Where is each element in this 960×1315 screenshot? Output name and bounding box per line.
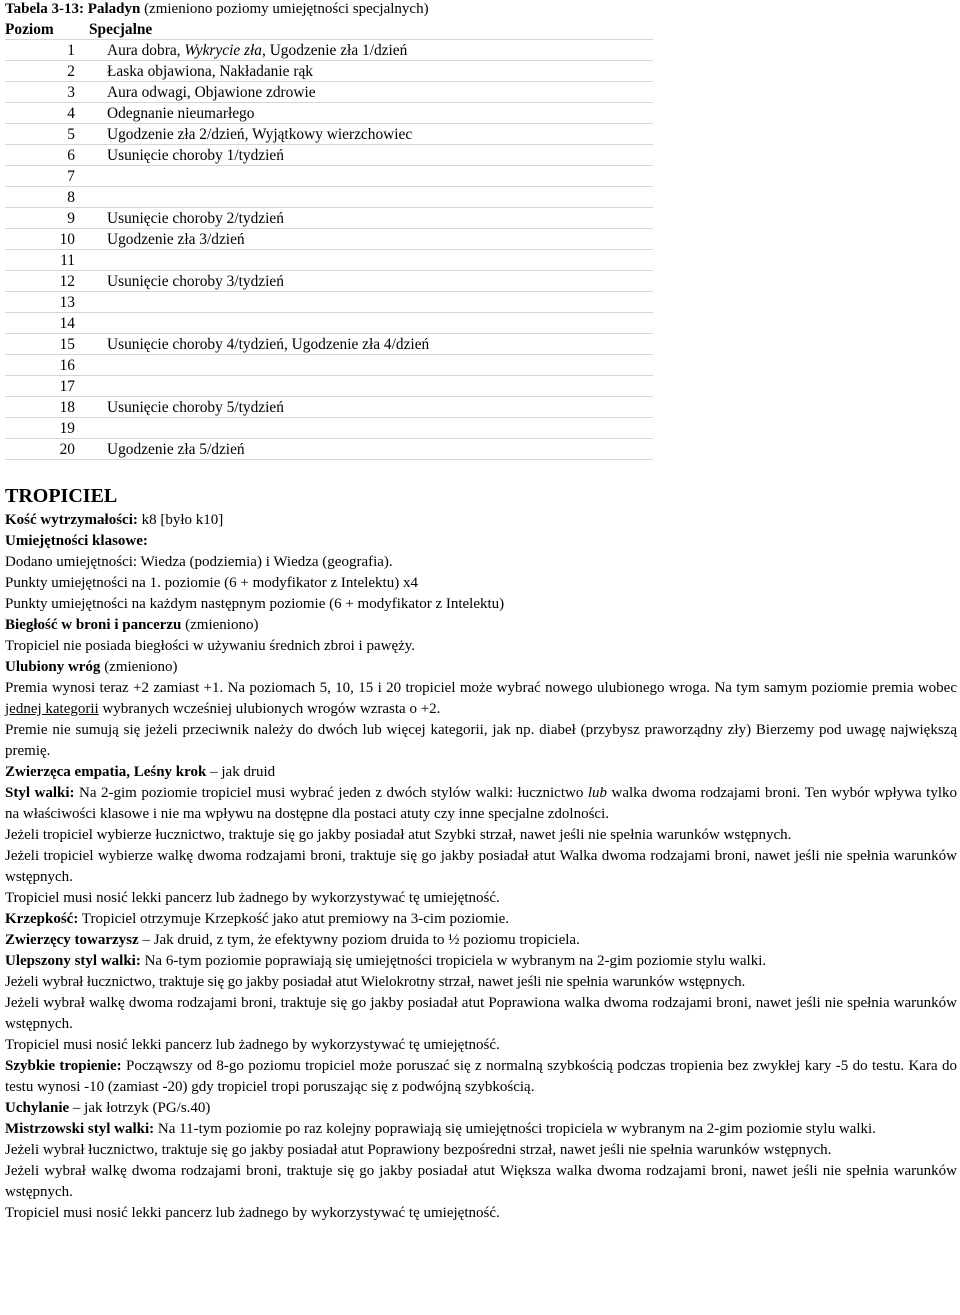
table-row [5, 82, 653, 103]
special-cell [89, 103, 653, 124]
mastery-two-weapon: Jeżeli wybrał walkę dwoma rodzajami broni, traktuje się go jakby posiadał atut Większa walka dwoma rodzajami broni, nawet jeśli nie spełnia warunków wstępnych. [5, 1163, 957, 1200]
section-title: TROPICIEL [5, 485, 118, 507]
mastery-paragraph [5, 1119, 957, 1140]
level-cell: 16 [5, 355, 89, 376]
table-row [5, 313, 653, 334]
table-row [5, 166, 653, 187]
special-cell [89, 376, 653, 397]
improved-style-line [5, 951, 957, 972]
special-cell [89, 397, 653, 418]
special-text: Usunięcie choroby 2/tydzień [107, 210, 284, 227]
evasion-text: – jak łotrzyk (PG/s.40) [69, 1100, 211, 1116]
combat-style-italic: lub [587, 785, 608, 801]
endurance-text: Tropiciel otrzymuje Krzepkość jako atut premiowy na 3-cim poziomie. [78, 911, 510, 927]
proficiency-text: Tropiciel nie posiada biegłości w używaniu średnich zbroi i pawęży. [5, 638, 416, 654]
favored-enemy-heading [5, 657, 957, 678]
table-row [5, 124, 653, 145]
table-caption [5, 0, 429, 19]
table-body [5, 40, 653, 460]
table-header-row [5, 19, 653, 40]
evasion-label: Uchylanie [5, 1100, 70, 1116]
improved-style-two-weapon: Jeżeli wybrał walkę dwoma rodzajami broni, traktuje się go jakby posiadał atut Poprawiona walka dwoma rodzajami broni, nawet jeśli nie spełnia warunków wstępnych. [5, 995, 957, 1032]
favored-enemy-label: Ulubiony wróg [5, 659, 101, 675]
table-caption-rest: (zmieniono poziomy umiejętności specjalnych) [140, 1, 429, 17]
special-text: Ugodzenie zła 5/dzień [107, 441, 245, 458]
mastery-archery: Jeżeli wybrał łucznictwo, traktuje się go jakby posiadał atut Poprawiony bezpośredni strzał, nawet jeśli nie spełnia warunków wstępnych. [5, 1142, 832, 1158]
level-cell: 11 [5, 250, 89, 271]
level-cell: 6 [5, 145, 89, 166]
combat-style-archery: Jeżeli tropiciel wybierze łucznictwo, traktuje się go jakby posiadał atut Szybki strzał, nawet jeśli nie spełnia warunków wstępnych. [5, 827, 792, 843]
special-cell [89, 292, 653, 313]
table-row [5, 145, 653, 166]
proficiency-note: (zmieniono) [181, 617, 259, 633]
table-row [5, 376, 653, 397]
favored-enemy-text-b: wybranych wcześniej ulubionych wrogów wzrasta o +2. [98, 701, 441, 717]
level-cell: 13 [5, 292, 89, 313]
hit-die-label: Kość wytrzymałości: [5, 512, 138, 528]
special-cell [89, 418, 653, 439]
improved-style-label: Ulepszony styl walki: [5, 953, 141, 969]
table-row [5, 208, 653, 229]
special-cell [89, 166, 653, 187]
special-cell [89, 61, 653, 82]
light-armor-note-3: Tropiciel musi nosić lekki pancerz lub żadnego by wykorzystywać tę umiejętność. [5, 1205, 500, 1221]
special-cell [89, 313, 653, 334]
class-skills-label: Umiejętności klasowe: [5, 533, 148, 549]
special-text: Usunięcie choroby 1/tydzień [107, 147, 284, 164]
skill-points-next-levels: Punkty umiejętności na każdym następnym poziomie (6 + modyfikator z Intelektu) [5, 596, 505, 612]
special-text: Aura odwagi, Objawione zdrowie [107, 84, 316, 101]
class-skills-heading [5, 531, 957, 552]
special-cell [89, 145, 653, 166]
table-row [5, 229, 653, 250]
special-cell [89, 271, 653, 292]
special-cell [89, 82, 653, 103]
table-caption-bold: Tabela 3-13: Paladyn [5, 1, 141, 17]
combat-style-text-b: walka dwoma rodzajami broni. Ten wybór wpływa tylko na właściwości klasowe i nie ma wpływu na dostępne dla postaci atuty czy inne specjalne zdolności. [5, 785, 957, 822]
special-cell [89, 187, 653, 208]
special-text: Ugodzenie zła 2/dzień, Wyjątkowy wierzchowiec [107, 126, 413, 143]
level-cell: 12 [5, 271, 89, 292]
special-cell [89, 439, 653, 460]
level-cell: 10 [5, 229, 89, 250]
table-row [5, 187, 653, 208]
special-text: Ugodzenie zła 3/dzień [107, 231, 245, 248]
level-cell: 15 [5, 334, 89, 355]
level-cell: 19 [5, 418, 89, 439]
special-cell [89, 124, 653, 145]
level-cell: 1 [5, 40, 89, 61]
special-cell [89, 250, 653, 271]
improved-style-archery: Jeżeli wybrał łucznictwo, traktuje się go jakby posiadał atut Wielokrotny strzał, nawet jeśli nie spełnia warunków wstępnych. [5, 974, 746, 990]
improved-style-text: Na 6-tym poziomie poprawiają się umiejętności tropiciela w wybranym na 2-gim poziomie stylu walki. [140, 953, 767, 969]
column-header-special: Specjalne [89, 19, 653, 40]
favored-enemy-paragraph-2: Premie nie sumują się jeżeli przeciwnik należy do dwóch lub więcej kategorii, jak np. diabeł (przybysz praworządny zły) Bierzemy pod uwagę największą premię. [5, 722, 957, 759]
skill-points-first-level: Punkty umiejętności na 1. poziomie (6 + modyfikator z Intelektu) x4 [5, 575, 418, 591]
wild-empathy-line [5, 762, 957, 783]
table-row [5, 418, 653, 439]
combat-style-paragraph [5, 783, 957, 825]
level-cell: 18 [5, 397, 89, 418]
added-skills-line: Dodano umiejętności: Wiedza (podziemia) i Wiedza (geografia). [5, 554, 393, 570]
paladin-levels-table [5, 19, 653, 460]
table-row [5, 250, 653, 271]
special-text-after: , Ugodzenie zła 1/dzień [262, 42, 408, 59]
level-cell: 2 [5, 61, 89, 82]
proficiency-label: Biegłość w broni i pancerzu [5, 617, 182, 633]
table-row [5, 439, 653, 460]
mastery-text: Na 11-tym poziomie po raz kolejny poprawiają się umiejętności tropiciela w wybranym na 2-gim poziomie stylu walki. [154, 1121, 876, 1137]
favored-enemy-paragraph-1 [5, 678, 957, 720]
special-text: Łaska objawiona, Nakładanie rąk [107, 63, 313, 80]
favored-enemy-underlined: jednej kategorii [5, 701, 99, 717]
level-cell: 3 [5, 82, 89, 103]
special-italic: Wykrycie zła [184, 42, 262, 59]
level-cell: 17 [5, 376, 89, 397]
special-cell [89, 40, 653, 61]
level-cell: 14 [5, 313, 89, 334]
mastery-label: Mistrzowski styl walki: [5, 1121, 155, 1137]
animal-companion-line [5, 930, 957, 951]
table-row [5, 271, 653, 292]
level-cell: 8 [5, 187, 89, 208]
table-row [5, 334, 653, 355]
wild-empathy-text: – jak druid [206, 764, 276, 780]
swift-tracker-text: Począwszy od 8-go poziomu tropiciel może poruszać się z normalną szybkością podczas tropienia bez zwykłej kary -5 do testu. Kara do testu wynosi -10 (zamiast -20) gdy tropiciel tropi poruszając się z podwójną szybkością. [5, 1058, 957, 1095]
animal-companion-label: Zwierzęcy towarzysz [5, 932, 139, 948]
table-row [5, 397, 653, 418]
favored-enemy-text-a: Premia wynosi teraz +2 zamiast +1. Na poziomach 5, 10, 15 i 20 tropiciel może wybrać nowego ulubionego wroga. Na tym samym poziomie premia wobec [5, 680, 957, 696]
wild-empathy-label: Zwierzęca empatia, Leśny krok [5, 764, 207, 780]
special-text: Usunięcie choroby 3/tydzień [107, 273, 284, 290]
proficiency-heading [5, 615, 957, 636]
endurance-line [5, 909, 957, 930]
special-cell [89, 208, 653, 229]
level-cell: 4 [5, 103, 89, 124]
column-header-level: Poziom [5, 19, 89, 40]
hit-die-line [5, 510, 957, 531]
table-row [5, 40, 653, 61]
hit-die-text: k8 [było k10] [137, 512, 224, 528]
animal-companion-text: – Jak druid, z tym, że efektywny poziom druida to ½ poziomu tropiciela. [138, 932, 580, 948]
level-cell: 20 [5, 439, 89, 460]
table-row [5, 61, 653, 82]
ranger-section [5, 484, 957, 1224]
special-text: Aura dobra, [107, 42, 185, 59]
special-cell [89, 229, 653, 250]
endurance-label: Krzepkość: [5, 911, 79, 927]
special-text: Odegnanie nieumarłego [107, 105, 255, 122]
special-text: Usunięcie choroby 5/tydzień [107, 399, 284, 416]
favored-enemy-note: (zmieniono) [100, 659, 178, 675]
evasion-line [5, 1098, 957, 1119]
special-cell [89, 355, 653, 376]
level-cell: 5 [5, 124, 89, 145]
combat-style-text-a: Na 2-gim poziomie tropiciel musi wybrać jeden z dwóch stylów walki: łucznictwo [74, 785, 588, 801]
swift-tracker-paragraph [5, 1056, 957, 1098]
level-cell: 7 [5, 166, 89, 187]
swift-tracker-label: Szybkie tropienie: [5, 1058, 122, 1074]
table-row [5, 292, 653, 313]
combat-style-two-weapon: Jeżeli tropiciel wybierze walkę dwoma rodzajami broni, traktuje się go jakby posiadał atut Walka dwoma rodzajami broni, nawet jeśli nie spełnia warunków wstępnych. [5, 848, 957, 885]
table-row [5, 355, 653, 376]
light-armor-note-2: Tropiciel musi nosić lekki pancerz lub żadnego by wykorzystywać tę umiejętność. [5, 1037, 500, 1053]
combat-style-label: Styl walki: [5, 785, 75, 801]
special-cell [89, 334, 653, 355]
special-text: Usunięcie choroby 4/tydzień, Ugodzenie zła 4/dzień [107, 336, 430, 353]
level-cell: 9 [5, 208, 89, 229]
light-armor-note-1: Tropiciel musi nosić lekki pancerz lub żadnego by wykorzystywać tę umiejętność. [5, 890, 500, 906]
table-row [5, 103, 653, 124]
